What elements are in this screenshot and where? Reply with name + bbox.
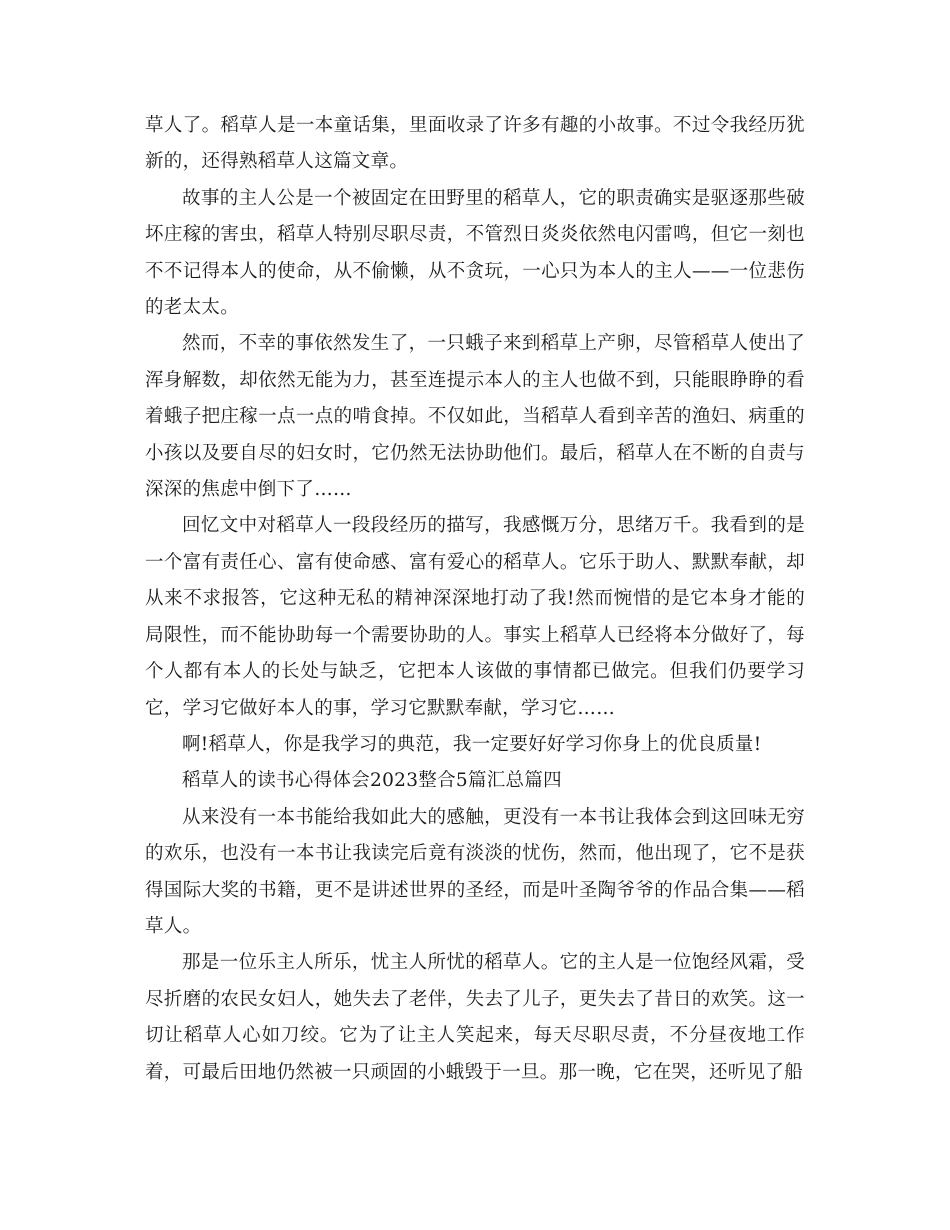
paragraph-5: 啊!稻草人，你是我学习的典范，我一定要好好学习你身上的优良质量! [182, 733, 762, 755]
paragraph-2: 故事的主人公是一个被固定在田野里的稻草人，它的职责确实是驱逐那些破坏庄稼的害虫，稻草人特别尽职尽责，不管烈日炎炎依然电闪雷鸣，但它一刻也不不记得本人的使命，从不偷懒，从不贪玩，一心只为本人的主人——一位悲伤的老太太。 [145, 187, 805, 319]
paragraph-7: 那是一位乐主人所乐，忧主人所忧的稻草人。它的主人是一位饱经风霜，受尽折磨的农民女妇人，她失去了老伴，失去了儿子，更失去了昔日的欢笑。这一切让稻草人心如刀绞。它为了让主人笑起来，每天尽职尽责，不分昼夜地工作着，可最后田地仍然被一只顽固的小蛾毁于一旦。那一晚，它在哭，还听见了船 [145, 952, 805, 1083]
paragraph-4: 回忆文中对稻草人一段段经历的描写，我感慨万分，思绪万千。我看到的是一个富有责任心、富有使命感、富有爱心的稻草人。它乐于助人、默默奉献，却从来不求报答，它这种无私的精神深深地打动了我!然而惋惜的是它本身才能的局限性，而不能协助每一个需要协助的人。事实上稻草人已经将本分做好了，每个人都有本人的长处与缺乏，它把本人该做的事情都已做完。但我们仍要学习它，学习它做好本人的事，学习它默默奉献，学习它…… [145, 515, 805, 719]
paragraph-6: 从来没有一本书能给我如此大的感触，更没有一本书让我体会到这回味无穷的欢乐，也没有一本书让我读完后竟有淡淡的忧伤，然而，他出现了，它不是获得国际大奖的书籍，更不是讲述世界的圣经，而是叶圣陶爷爷的作品合集——稻草人。 [145, 806, 805, 937]
document-body [145, 108, 805, 1091]
section-heading: 稻草人的读书心得体会2023整合5篇汇总篇四 [182, 770, 562, 792]
paragraph-3: 然而，不幸的事依然发生了，一只蛾子来到稻草上产卵，尽管稻草人使出了浑身解数，却依然无能为力，甚至连提示本人的主人也做不到，只能眼睁睁的看着蛾子把庄稼一点一点的啃食掉。不仅如此，当稻草人看到辛苦的渔妇、病重的小孩以及要自尽的妇女时，它仍然无法协助他们。最后，稻草人在不断的自责与深深的焦虑中倒下了…… [145, 333, 805, 501]
paragraph-1: 草人了。稻草人是一本童话集，里面收录了许多有趣的小故事。不过令我经历犹新的，还得熟稻草人这篇文章。 [145, 115, 805, 173]
